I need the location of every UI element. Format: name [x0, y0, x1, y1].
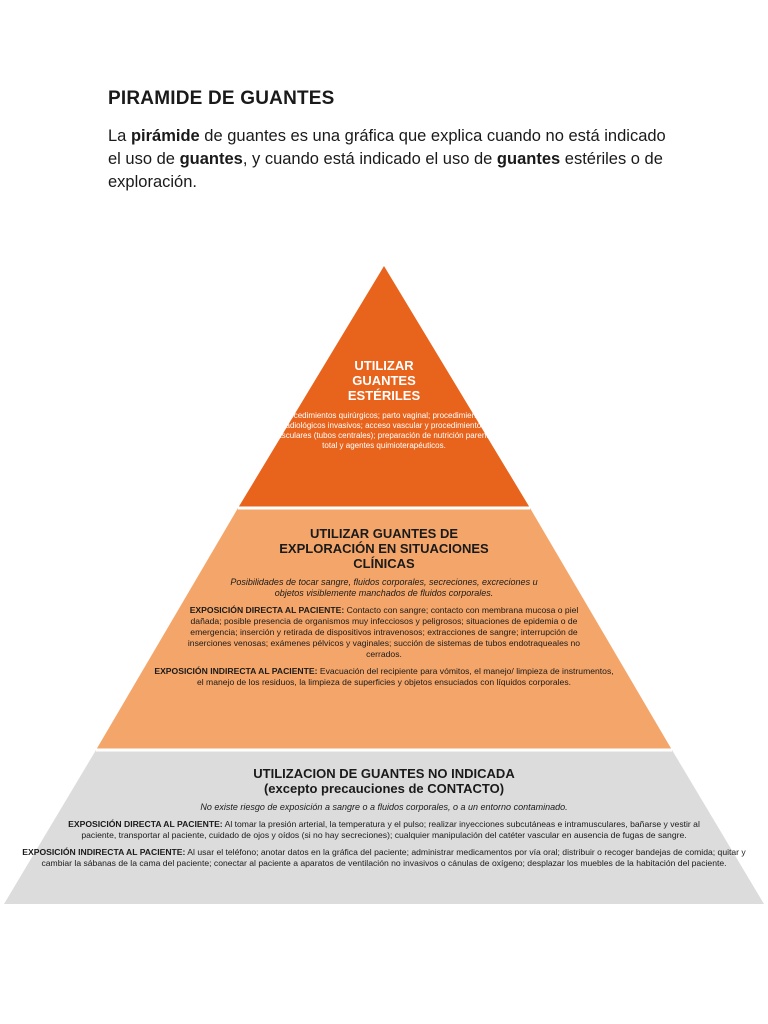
tier-top-heading: UTILIZAR GUANTES ESTÉRILES [347, 358, 421, 403]
tier-middle-risk-note: Posibilidades de tocar sangre, fluidos corporales, secreciones, excreciones u objetos visiblemente manchados de fluidos corporales. [230, 577, 538, 598]
tier-bottom-direct-text: Al tomar la presión arterial, la temperatura y el pulso; realizar inyecciones subcutáneas e intramusculares, bañarse y vestir al paciente, transportar al paciente, cuidado de ojos y oídos (si no hay secreciones); cualquier manipulación del catéter vascular en ausencia de fugas de sangre. [81, 819, 700, 840]
intro-text-3: , y cuando está indicado el uso de [242, 150, 497, 168]
tier-middle-heading: UTILIZAR GUANTES DE EXPLORACIÓN EN SITUACIONES CLÍNICAS [279, 526, 489, 571]
tier-bottom-risk-note: No existe riesgo de exposición a sangre o a fluidos corporales, o a un entorno contaminado. [200, 802, 568, 812]
tier-middle-indirect-exposure [150, 666, 618, 688]
tier-middle-direct-exposure [150, 605, 618, 660]
tier-middle-direct-text: Contacto con sangre; contacto con membrana mucosa o piel dañada; posible presencia de organismos muy infecciosos y peligrosos; situaciones de epidemia o de emergencia; inserción y retirada de dispositivos intravenosos; extracciones de sangre; interrupción de inserciones venosas; exámenes pélvicos y vaginales; succión de sistemas de tubos endotraqueales no cerrados. [187, 605, 581, 659]
intro-bold-guantes-1: guantes [179, 150, 243, 168]
intro-bold-piramide: pirámide [130, 127, 200, 145]
intro-text-1: La [108, 127, 131, 145]
tier-bottom-heading: UTILIZACION DE GUANTES NO INDICADA [253, 766, 515, 781]
tier-middle-indirect-text: Evacuación del recipiente para vómitos, el manejo/ limpieza de instrumentos, el manejo de los residuos, la limpieza de superficies y objetos ensuciados con líquidos corporales. [196, 666, 614, 687]
pyramid-tier-middle [150, 526, 618, 688]
pyramid-tier-bottom [14, 766, 754, 869]
tier-bottom-direct-label: EXPOSICIÓN DIRECTA AL PACIENTE: [68, 819, 223, 829]
tier-bottom-indirect-label: EXPOSICIÓN INDIRECTA AL PACIENTE: [22, 847, 186, 857]
intro-text-2: de guantes es una gráfica que explica cuando no está indicado el uso de [108, 127, 666, 168]
tier-bottom-indirect-exposure [14, 847, 754, 869]
intro-text-4: estériles o de exploración. [108, 150, 663, 191]
tier-bottom-subheading: (excepto precauciones de CONTACTO) [263, 781, 505, 796]
tier-top-body: Procedimientos quirúrgicos; parto vaginal; procedimientos radiológicos invasivos; acceso vascular y procedimientos vasculares (tubos centrales); preparación de nutrición parental total y agentes quimioterapéuticos. [273, 411, 495, 450]
tier-middle-indirect-label: EXPOSICIÓN INDIRECTA AL PACIENTE: [154, 666, 318, 676]
tier-bottom-indirect-text: Al usar el teléfono; anotar datos en la gráfica del paciente; administrar medicamentos por vía oral; distribuir o recoger bandejas de comida; quitar y cambiar la sábanas de la cama del paciente; conectar al paciente a aparatos de ventilación no invasivos o cánulas de oxígeno; desplazar los muebles de la habitación del paciente. [41, 847, 746, 868]
tier-middle-direct-label: EXPOSICIÓN DIRECTA AL PACIENTE: [189, 605, 345, 615]
page-title: PIRAMIDE DE GUANTES [108, 88, 335, 109]
pyramid-tier-top [262, 358, 506, 451]
tier-bottom-direct-exposure [14, 819, 754, 841]
intro-paragraph [108, 125, 668, 194]
intro-bold-guantes-2: guantes [496, 150, 561, 168]
